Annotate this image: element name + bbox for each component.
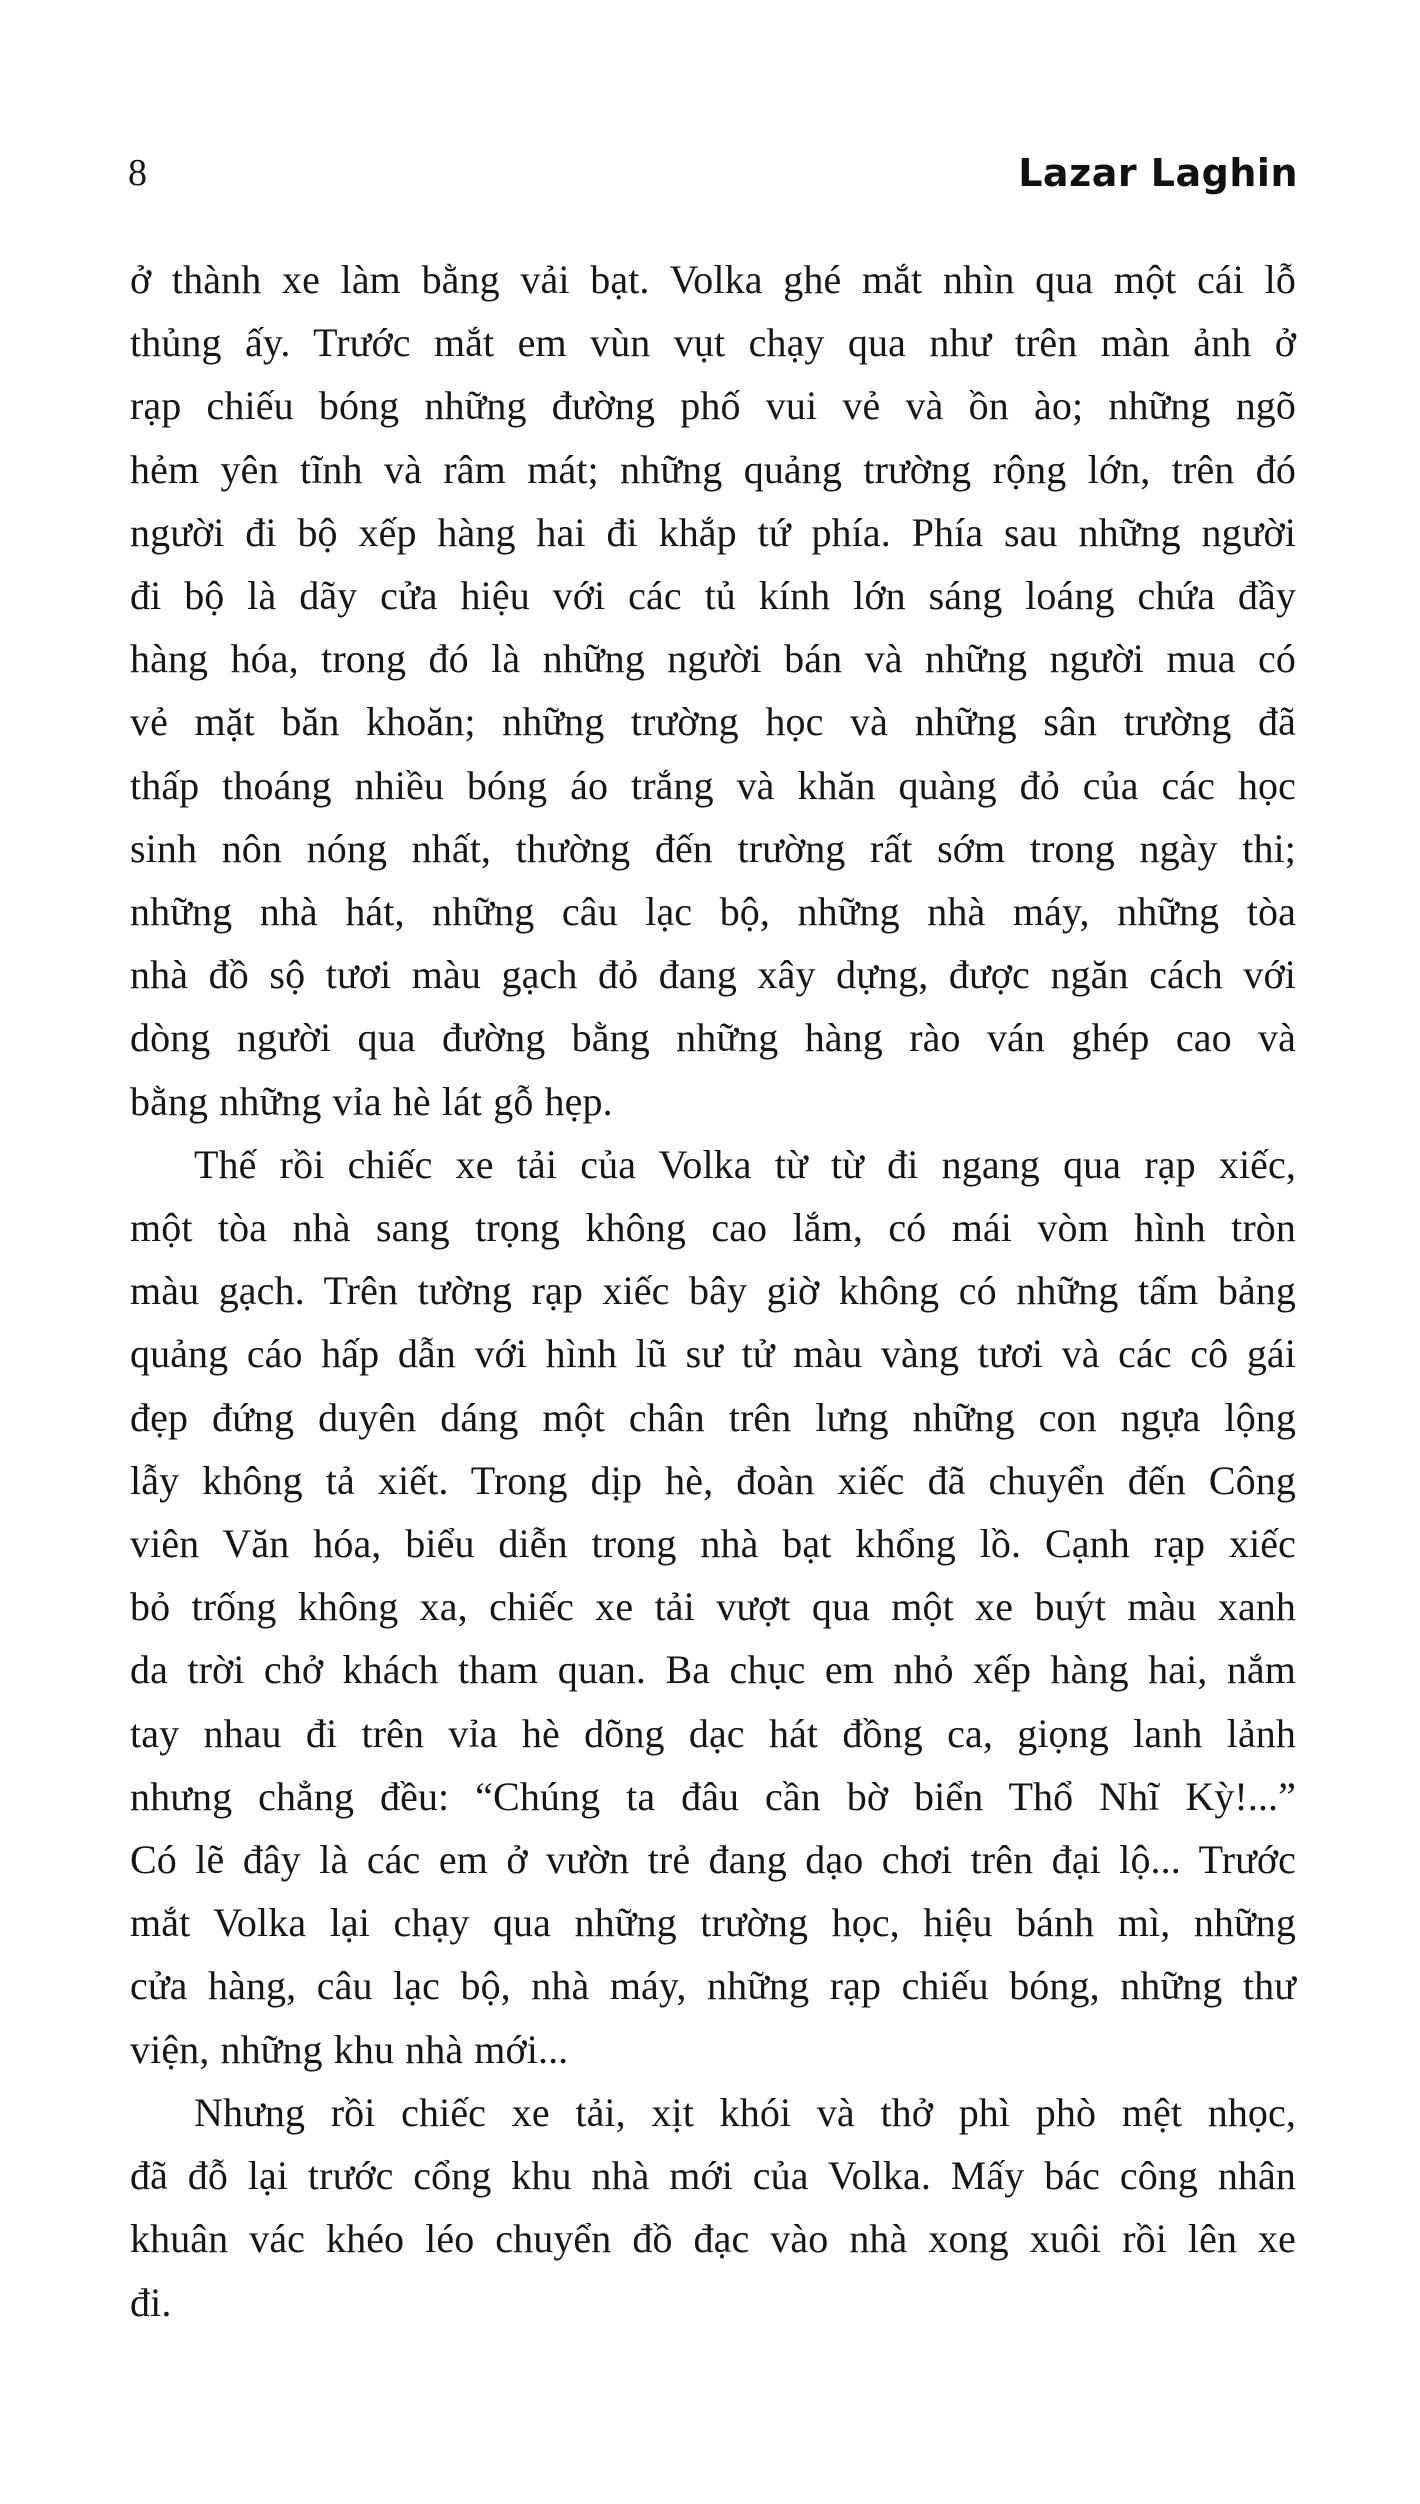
page-number: 8 xyxy=(128,152,147,194)
text-line: tay nhau đi trên vỉa hè dõng dạc hát đồng ca, giọng lanh lảnh xyxy=(130,1710,1296,1756)
text-line: thủng ấy. Trước mắt em vùn vụt chạy qua như trên màn ảnh ở xyxy=(130,320,1296,366)
text-line: viên Văn hóa, biểu diễn trong nhà bạt khổng lồ. Cạnh rạp xiếc xyxy=(130,1521,1296,1567)
text-line: màu gạch. Trên tường rạp xiếc bây giờ không có những tấm bảng xyxy=(130,1268,1296,1314)
text-line: Nhưng rồi chiếc xe tải, xịt khói và thở phì phò mệt nhọc, xyxy=(194,2089,1296,2135)
text-line: dòng người qua đường bằng những hàng rào ván ghép cao và xyxy=(130,1015,1296,1061)
paragraph xyxy=(130,248,1296,1133)
text-block xyxy=(130,248,1296,2334)
text-line: nhưng chẳng đều: “Chúng ta đâu cần bờ biển Thổ Nhĩ Kỳ!...” xyxy=(130,1773,1296,1819)
author-running-header: Lazar Laghin xyxy=(1018,151,1298,195)
text-line: sinh nôn nóng nhất, thường đến trường rất sớm trong ngày thi; xyxy=(130,825,1296,871)
running-header xyxy=(128,134,1298,195)
text-line: rạp chiếu bóng những đường phố vui vẻ và ồn ào; những ngõ xyxy=(130,383,1296,429)
text-line: quảng cáo hấp dẫn với hình lũ sư tử màu vàng tươi và các cô gái xyxy=(130,1331,1296,1377)
paragraph xyxy=(130,2081,1296,2334)
text-line: hẻm yên tĩnh và râm mát; những quảng trường rộng lớn, trên đó xyxy=(130,446,1296,492)
text-line: vẻ mặt băn khoăn; những trường học và những sân trường đã xyxy=(130,699,1296,745)
text-line: lẫy không tả xiết. Trong dịp hè, đoàn xiếc đã chuyển đến Công xyxy=(130,1457,1296,1503)
text-line: đã đỗ lại trước cổng khu nhà mới của Volka. Mấy bác công nhân xyxy=(130,2153,1296,2199)
text-line: người đi bộ xếp hàng hai đi khắp tứ phía. Phía sau những người xyxy=(130,509,1296,555)
text-line: bằng những vỉa hè lát gỗ hẹp. xyxy=(130,1078,613,1124)
text-line: da trời chở khách tham quan. Ba chục em nhỏ xếp hàng hai, nắm xyxy=(130,1647,1296,1693)
text-line: ở thành xe làm bằng vải bạt. Volka ghé mắt nhìn qua một cái lỗ xyxy=(130,257,1296,302)
paragraph xyxy=(130,1133,1296,2081)
text-line: thấp thoáng nhiều bóng áo trắng và khăn quàng đỏ của các học xyxy=(130,762,1296,808)
text-line: viện, những khu nhà mới... xyxy=(130,2026,569,2072)
text-line: hàng hóa, trong đó là những người bán và những người mua có xyxy=(130,636,1296,682)
text-line: đi bộ là dãy cửa hiệu với các tủ kính lớn sáng loáng chứa đầy xyxy=(130,573,1296,619)
text-line: cửa hàng, câu lạc bộ, nhà máy, những rạp chiếu bóng, những thư xyxy=(130,1963,1296,2009)
text-line: đẹp đứng duyên dáng một chân trên lưng những con ngựa lộng xyxy=(130,1394,1296,1440)
text-line: những nhà hát, những câu lạc bộ, những nhà máy, những tòa xyxy=(130,889,1296,935)
text-line: Thế rồi chiếc xe tải của Volka từ từ đi ngang qua rạp xiếc, xyxy=(194,1141,1296,1187)
text-line: mắt Volka lại chạy qua những trường học, hiệu bánh mì, những xyxy=(130,1900,1296,1946)
text-line: bỏ trống không xa, chiếc xe tải vượt qua một xe buýt màu xanh xyxy=(130,1584,1296,1630)
text-line: khuân vác khéo léo chuyển đồ đạc vào nhà xong xuôi rồi lên xe xyxy=(130,2216,1296,2262)
text-line: nhà đồ sộ tươi màu gạch đỏ đang xây dựng, được ngăn cách với xyxy=(130,952,1296,998)
text-line: đi. xyxy=(130,2279,172,2325)
text-line: Có lẽ đây là các em ở vườn trẻ đang dạo chơi trên đại lộ... Trước xyxy=(130,1837,1296,1883)
text-line: một tòa nhà sang trọng không cao lắm, có mái vòm hình tròn xyxy=(130,1205,1296,1251)
